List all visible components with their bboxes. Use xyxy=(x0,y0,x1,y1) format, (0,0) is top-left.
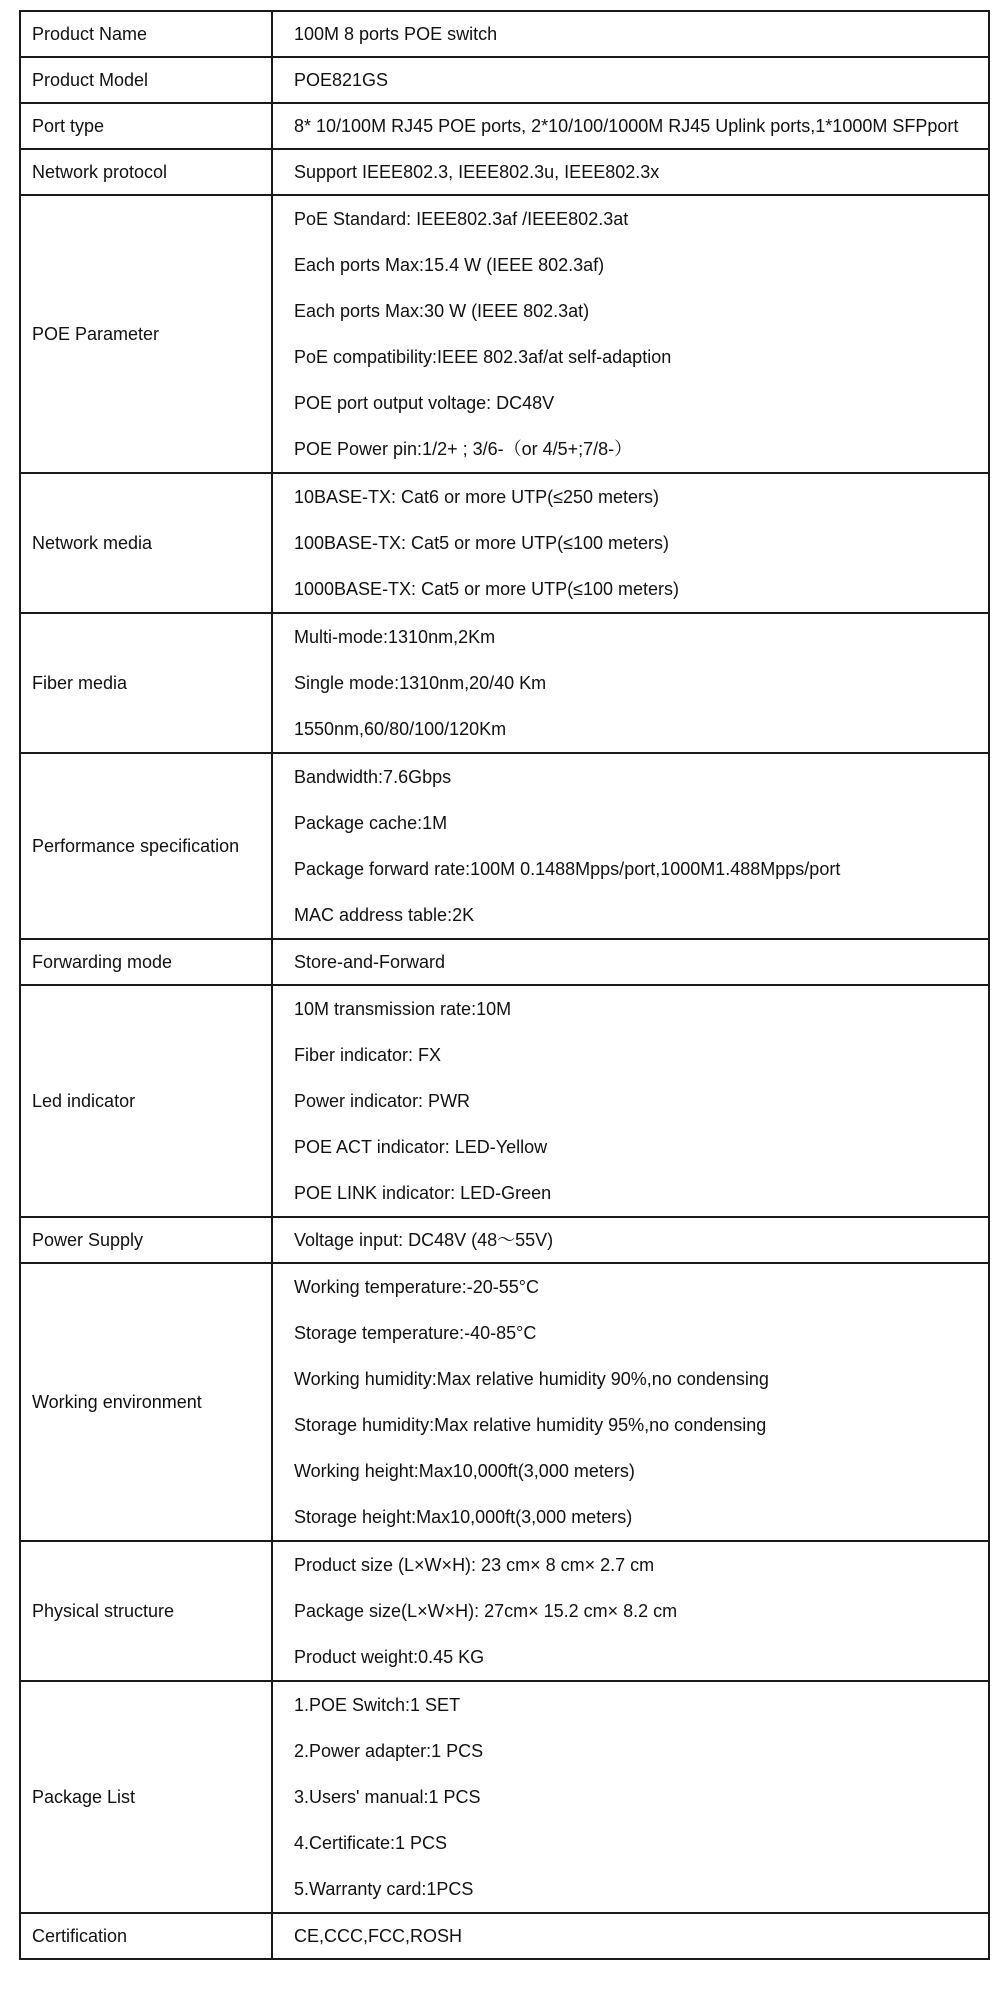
spec-row xyxy=(20,985,989,1217)
spec-value: Storage height:Max10,000ft(3,000 meters) xyxy=(294,1507,633,1527)
spec-value: 4.Certificate:1 PCS xyxy=(294,1833,448,1853)
spec-label: Forwarding mode xyxy=(20,939,272,985)
spec-label: Network media xyxy=(20,473,272,613)
spec-value: Product weight:0.45 KG xyxy=(294,1647,485,1667)
spec-row xyxy=(20,11,989,57)
spec-value: PoE Standard: IEEE802.3af /IEEE802.3at xyxy=(294,209,629,229)
spec-value: POE LINK indicator: LED-Green xyxy=(294,1183,552,1203)
spec-value-cell xyxy=(272,1541,989,1681)
spec-value: Single mode:1310nm,20/40 Km xyxy=(294,673,547,693)
spec-value: Each ports Max:15.4 W (IEEE 802.3af) xyxy=(294,255,605,275)
spec-value: Store-and-Forward xyxy=(294,952,446,972)
spec-value: 3.Users' manual:1 PCS xyxy=(294,1787,481,1807)
spec-value: 5.Warranty card:1PCS xyxy=(294,1879,474,1899)
spec-label: POE Parameter xyxy=(20,195,272,473)
spec-value: 100BASE-TX: Cat5 or more UTP(≤100 meters) xyxy=(294,533,670,553)
spec-value: Package cache:1M xyxy=(294,813,448,833)
spec-row xyxy=(20,753,989,939)
spec-value: Support IEEE802.3, IEEE802.3u, IEEE802.3x xyxy=(294,162,660,182)
spec-row xyxy=(20,1541,989,1681)
spec-value: 1000BASE-TX: Cat5 or more UTP(≤100 meters) xyxy=(294,579,680,599)
spec-value-cell xyxy=(272,149,989,195)
spec-label: Certification xyxy=(20,1913,272,1959)
spec-value: MAC address table:2K xyxy=(294,905,475,925)
spec-value-cell xyxy=(272,473,989,613)
spec-row xyxy=(20,473,989,613)
spec-value: CE,CCC,FCC,ROSH xyxy=(294,1926,463,1946)
spec-label: Network protocol xyxy=(20,149,272,195)
spec-value: PoE compatibility:IEEE 802.3af/at self-adaption xyxy=(294,347,672,367)
spec-value: 10M transmission rate:10M xyxy=(294,999,512,1019)
spec-table xyxy=(19,10,990,1960)
spec-label: Product Model xyxy=(20,57,272,103)
spec-label: Performance specification xyxy=(20,753,272,939)
spec-value-cell xyxy=(272,195,989,473)
spec-row xyxy=(20,1913,989,1959)
spec-value: Working height:Max10,000ft(3,000 meters) xyxy=(294,1461,635,1481)
spec-row xyxy=(20,57,989,103)
spec-label: Fiber media xyxy=(20,613,272,753)
spec-value: Voltage input: DC48V (48～55V) xyxy=(294,1230,554,1250)
spec-value: POE Power pin:1/2+ ; 3/6-（or 4/5+;7/8-） xyxy=(294,439,633,459)
spec-value-cell xyxy=(272,613,989,753)
spec-label: Package List xyxy=(20,1681,272,1913)
spec-value: Each ports Max:30 W (IEEE 802.3at) xyxy=(294,301,590,321)
spec-label: Working environment xyxy=(20,1263,272,1541)
spec-row xyxy=(20,149,989,195)
spec-value-cell xyxy=(272,57,989,103)
spec-label: Led indicator xyxy=(20,985,272,1217)
spec-value: POE port output voltage: DC48V xyxy=(294,393,555,413)
spec-value: 100M 8 ports POE switch xyxy=(294,24,498,44)
spec-value-cell xyxy=(272,1263,989,1541)
spec-value: 1.POE Switch:1 SET xyxy=(294,1695,461,1715)
spec-value: Storage humidity:Max relative humidity 95%,no condensing xyxy=(294,1415,767,1435)
spec-value-cell xyxy=(272,753,989,939)
spec-value-cell xyxy=(272,1913,989,1959)
spec-value: Product size (L×W×H): 23 cm× 8 cm× 2.7 cm xyxy=(294,1555,655,1575)
spec-value: Package size(L×W×H): 27cm× 15.2 cm× 8.2 cm xyxy=(294,1601,678,1621)
spec-row xyxy=(20,1263,989,1541)
spec-row xyxy=(20,613,989,753)
spec-row xyxy=(20,103,989,149)
spec-label: Port type xyxy=(20,103,272,149)
spec-value-cell xyxy=(272,985,989,1217)
spec-value: Fiber indicator: FX xyxy=(294,1045,442,1065)
spec-row xyxy=(20,1681,989,1913)
spec-value: Bandwidth:7.6Gbps xyxy=(294,767,452,787)
spec-value: Working humidity:Max relative humidity 90%,no condensing xyxy=(294,1369,769,1389)
spec-value: 2.Power adapter:1 PCS xyxy=(294,1741,484,1761)
spec-value-cell xyxy=(272,11,989,57)
spec-table-body xyxy=(20,11,989,1959)
spec-value-cell xyxy=(272,1217,989,1263)
spec-value: Power indicator: PWR xyxy=(294,1091,471,1111)
spec-label: Power Supply xyxy=(20,1217,272,1263)
spec-label: Physical structure xyxy=(20,1541,272,1681)
spec-row xyxy=(20,1217,989,1263)
spec-value-cell xyxy=(272,1681,989,1913)
spec-value-cell xyxy=(272,103,989,149)
spec-value: POE821GS xyxy=(294,70,389,90)
spec-row xyxy=(20,195,989,473)
spec-row xyxy=(20,939,989,985)
spec-value: 8* 10/100M RJ45 POE ports, 2*10/100/1000M RJ45 Uplink ports,1*1000M SFPport xyxy=(294,116,959,136)
spec-value-cell xyxy=(272,939,989,985)
spec-value: 10BASE-TX: Cat6 or more UTP(≤250 meters) xyxy=(294,487,659,507)
spec-value: Package forward rate:100M 0.1488Mpps/port,1000M1.488Mpps/port xyxy=(294,859,841,879)
spec-value: Multi-mode:1310nm,2Km xyxy=(294,627,496,647)
spec-value: Working temperature:-20-55°C xyxy=(294,1277,539,1297)
spec-value: Storage temperature:-40-85°C xyxy=(294,1323,537,1343)
spec-label: Product Name xyxy=(20,11,272,57)
spec-value: POE ACT indicator: LED-Yellow xyxy=(294,1137,548,1157)
spec-value: 1550nm,60/80/100/120Km xyxy=(294,719,507,739)
